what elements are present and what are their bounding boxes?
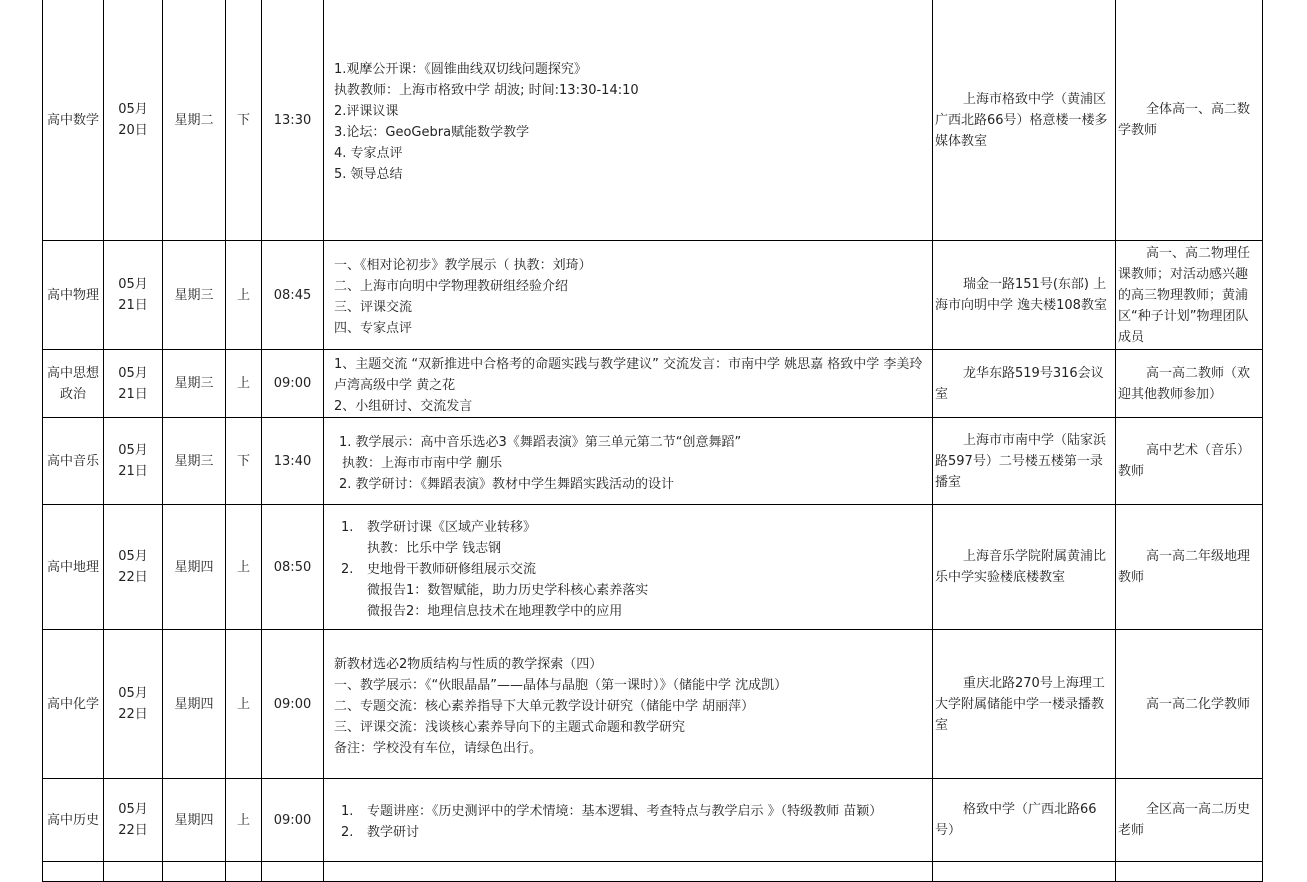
weekday-label: 星期二: [174, 112, 214, 128]
weekday-cell: [163, 241, 226, 350]
content-line: 二、上海市向明中学物理教研组经验介绍: [334, 279, 569, 294]
location-text: 上海市格致中学（黄浦区广西北路66号）格意楼一楼多媒体教室: [935, 91, 1108, 149]
location-cell: [933, 418, 1116, 505]
list-number: 2.: [341, 825, 354, 840]
audience-cell: [1116, 0, 1263, 241]
audience-text: 高一高二教师（欢迎其他教师参加）: [1118, 365, 1251, 402]
period-cell: [226, 0, 262, 241]
date-cell: [104, 505, 163, 630]
time-label: 09:00: [273, 376, 312, 391]
empty-cell: [226, 862, 262, 882]
date-cell: [104, 630, 163, 779]
weekday-cell: [163, 418, 226, 505]
subject-label: 高中数学: [46, 112, 99, 128]
location-text: 重庆北路270号上海理工大学附属储能中学一楼录播教室: [935, 675, 1105, 733]
date-cell: [104, 0, 163, 241]
content-cell: [324, 505, 933, 630]
empty-cell: [324, 862, 933, 882]
subject-label: 高中思想政治: [46, 365, 99, 402]
subject-label: 高中化学: [46, 696, 99, 712]
table-row: [43, 350, 1263, 418]
content-cell: [324, 418, 933, 505]
empty-cell: [163, 862, 226, 882]
subject-cell: [43, 350, 104, 418]
content-line: 2. 教学研讨：《舞蹈表演》教材中学生舞蹈实践活动的设计: [339, 476, 675, 492]
date-label: 05月22日: [118, 686, 148, 722]
content-line: 史地骨干教师研修组展示交流: [367, 561, 537, 577]
date-label: 05月22日: [118, 802, 148, 838]
content-line: 备注：学校没有车位，请绿色出行。: [334, 740, 543, 756]
weekday-label: 星期三: [174, 376, 214, 391]
content-line: 2、小组研讨、交流发言: [334, 399, 473, 414]
table-row: [43, 862, 1263, 882]
audience-cell: [1116, 505, 1263, 630]
date-label: 05月21日: [118, 443, 148, 479]
location-cell: [933, 350, 1116, 418]
period-cell: [226, 779, 262, 862]
time-cell: [262, 630, 324, 779]
period-cell: [226, 630, 262, 779]
location-text: 龙华东路519号316会议室: [935, 365, 1104, 402]
weekday-cell: [163, 505, 226, 630]
content-cell: [324, 779, 933, 862]
content-line: 执教：上海市市南中学 蒯乐: [342, 455, 503, 471]
content-line: 微报告2：地理信息技术在地理教学中的应用: [367, 603, 623, 619]
time-cell: [262, 779, 324, 862]
audience-text: 高中艺术（音乐）教师: [1118, 443, 1251, 479]
period-cell: [226, 350, 262, 418]
content-line: 微报告1：数智赋能，助力历史学科核心素养落实: [367, 582, 649, 598]
content-line: 教学研讨课《区域产业转移》: [367, 519, 537, 535]
period-label: 下: [236, 112, 250, 128]
weekday-label: 星期四: [174, 696, 214, 712]
period-label: 上: [236, 287, 250, 303]
weekday-label: 星期四: [174, 559, 214, 575]
time-label: 09:00: [273, 696, 312, 712]
location-text: 瑞金一路151号(东部) 上海市向明中学 逸夫楼108教室: [935, 277, 1107, 313]
time-cell: [262, 350, 324, 418]
subject-label: 高中地理: [46, 559, 99, 575]
location-cell: [933, 505, 1116, 630]
location-cell: [933, 0, 1116, 241]
table-row: [43, 630, 1263, 779]
content-line: 三、评课交流: [334, 300, 413, 315]
time-label: 08:45: [273, 287, 312, 303]
audience-cell: [1116, 241, 1263, 350]
content-line: 1.观摩公开课：《圆锥曲线双切线问题探究》: [334, 62, 587, 77]
location-cell: [933, 630, 1116, 779]
time-cell: [262, 241, 324, 350]
time-label: 13:30: [273, 112, 312, 128]
date-cell: [104, 350, 163, 418]
audience-cell: [1116, 418, 1263, 505]
content-cell: [324, 630, 933, 779]
audience-text: 高一高二化学教师: [1146, 696, 1251, 712]
period-label: 上: [236, 376, 250, 391]
content-line: 5. 领导总结: [334, 167, 403, 182]
audience-text: 高一、高二物理任课教师；对活动感兴趣的高三物理教师；黄浦区“种子计划”物理团队成员: [1118, 245, 1251, 345]
content-line: 专题讲座：《历史测评中的学术情境：基本逻辑、考查特点与教学启示 》（特级教师 苗颖）: [367, 804, 883, 819]
content-cell: [324, 0, 933, 241]
list-number: 2.: [341, 561, 354, 577]
content-line: 2.评课议课: [334, 104, 399, 119]
table-row: [43, 505, 1263, 630]
period-cell: [226, 241, 262, 350]
time-label: 08:50: [273, 559, 312, 575]
weekday-cell: [163, 0, 226, 241]
subject-label: 高中历史: [46, 812, 99, 828]
content-line: 一、《相对论初步》教学展示（ 执教：刘琦）: [334, 258, 592, 273]
table-row: [43, 779, 1263, 862]
audience-text: 高一高二年级地理教师: [1118, 549, 1251, 585]
period-label: 上: [236, 696, 250, 712]
content-cell: [324, 241, 933, 350]
location-text: 上海音乐学院附属黄浦比乐中学实验楼底楼教室: [935, 549, 1107, 585]
list-number: 1.: [341, 519, 354, 535]
list-number: 1.: [341, 804, 354, 819]
time-cell: [262, 418, 324, 505]
audience-text: 全区高一高二历史老师: [1118, 802, 1251, 838]
audience-cell: [1116, 350, 1263, 418]
empty-cell: [1116, 862, 1263, 882]
weekday-cell: [163, 630, 226, 779]
date-cell: [104, 241, 163, 350]
weekday-label: 星期四: [174, 812, 214, 828]
subject-cell: [43, 241, 104, 350]
content-line: 新教材选必2物质结构与性质的教学探索（四）: [334, 656, 603, 672]
content-line: 执教教师：上海市格致中学 胡波; 时间:13:30-14:10: [334, 83, 639, 98]
date-label: 05月22日: [118, 549, 148, 585]
schedule-table: [42, 0, 1263, 882]
location-cell: [933, 241, 1116, 350]
weekday-cell: [163, 350, 226, 418]
content-line: 一、教学展示：《“伙眼晶晶”——晶体与晶胞（第一课时）》（储能中学 沈成凯）: [334, 677, 788, 693]
time-cell: [262, 505, 324, 630]
audience-cell: [1116, 779, 1263, 862]
weekday-cell: [163, 779, 226, 862]
period-label: 下: [236, 453, 250, 469]
content-line: 4. 专家点评: [334, 146, 403, 161]
content-line: 四、专家点评: [334, 321, 413, 336]
period-cell: [226, 505, 262, 630]
subject-cell: [43, 505, 104, 630]
content-line: 执教：比乐中学 钱志钢: [367, 540, 502, 556]
period-cell: [226, 418, 262, 505]
empty-cell: [262, 862, 324, 882]
time-cell: [262, 0, 324, 241]
time-label: 09:00: [273, 812, 312, 828]
period-label: 上: [236, 559, 250, 575]
content-line: 1. 教学展示：高中音乐选必3《舞蹈表演》第三单元第二节“创意舞蹈”: [339, 434, 742, 450]
table-row: [43, 241, 1263, 350]
subject-cell: [43, 418, 104, 505]
empty-cell: [104, 862, 163, 882]
empty-cell: [933, 862, 1116, 882]
content-line: 三、评课交流：浅谈核心素养导向下的主题式命题和教学研究: [334, 719, 686, 735]
subject-label: 高中物理: [46, 287, 99, 303]
subject-cell: [43, 0, 104, 241]
content-line: 教学研讨: [367, 825, 420, 840]
subject-cell: [43, 630, 104, 779]
time-label: 13:40: [273, 453, 312, 469]
content-cell: [324, 350, 933, 418]
location-text: 上海市市南中学（陆家浜路597号）二号楼五楼第一录播室: [935, 432, 1107, 490]
audience-cell: [1116, 630, 1263, 779]
date-label: 05月21日: [118, 365, 148, 402]
date-cell: [104, 779, 163, 862]
subject-cell: [43, 779, 104, 862]
date-label: 05月20日: [118, 102, 148, 138]
content-line: 1、主题交流 “双新推进中合格考的命题实践与教学建议” 交流发言：市南中学 姚思嘉 格致中学 李美玲 卢湾高级中学 黄之花: [334, 357, 923, 393]
audience-text: 全体高一、高二数学教师: [1118, 102, 1251, 138]
empty-cell: [43, 862, 104, 882]
weekday-label: 星期三: [174, 453, 214, 469]
subject-label: 高中音乐: [46, 453, 99, 469]
date-cell: [104, 418, 163, 505]
location-text: 格致中学（广西北路66号）: [935, 802, 1097, 838]
period-label: 上: [236, 812, 250, 828]
weekday-label: 星期三: [174, 287, 214, 303]
location-cell: [933, 779, 1116, 862]
table-row: [43, 418, 1263, 505]
table-row: [43, 0, 1263, 241]
content-line: 3.论坛：GeoGebra赋能数学教学: [334, 125, 530, 140]
content-line: 二、专题交流：核心素养指导下大单元教学设计研究（储能中学 胡丽萍）: [334, 698, 755, 714]
date-label: 05月21日: [118, 277, 148, 313]
